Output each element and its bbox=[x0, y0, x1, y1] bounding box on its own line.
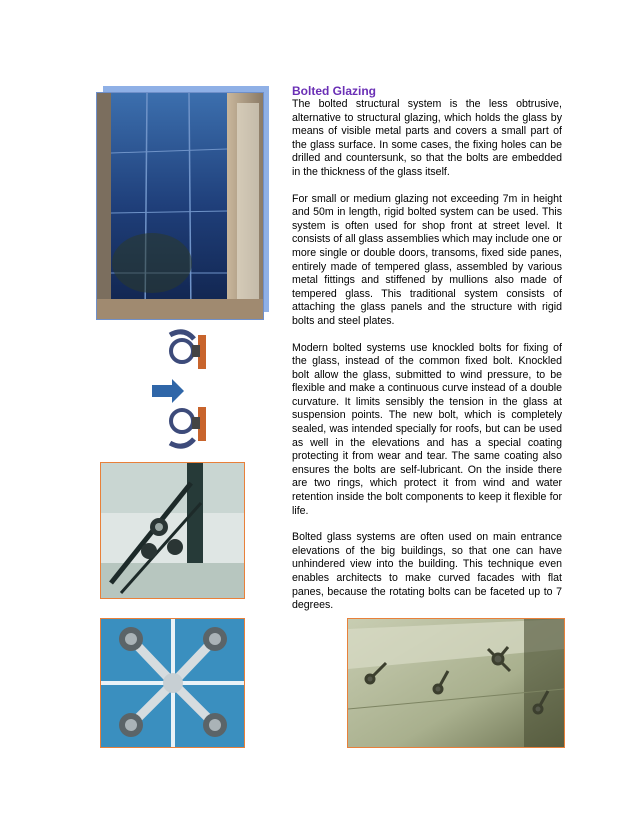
article-text-column bbox=[292, 84, 562, 626]
paragraph-rigid-system: For small or medium glazing not exceeding 7m in height and 50m in length, rigid bolted system can be used. This system is often used for shop front at street level. It consists of all glass assemblies which may include one or more single or double doors, transoms, fixed side panes, entirely made of tempered glass, assembled by various metal fittings and stiffened by mullions also made of tempered glass. This traditional system consists of attaching the glass panels and the structure with rigid bolts and steel plates. bbox=[292, 192, 562, 327]
four-arm-spider-photo bbox=[100, 618, 245, 748]
paragraph-knuckle-bolts: Modern bolted systems use knockled bolts for fixing of the glass, instead of the common fixed bolt. Knockled bolt allow the glass, submitted to wind pressure, to be flexible and make a continuous curve instead of a double curvature. It limits sensibly the tension in the glass at suspension points. The new bolt, which is completely sealed, was intended specially for roofs, but can be used as well in the elevations and has a special coating protecting it from wear and tear. The same coating also ensures the bolts are self-lubricant. On the inside there are two rings, which protect it from wind and water retention inside the bolt components to keep it flexible for life. bbox=[292, 341, 562, 517]
paragraph-intro: The bolted structural system is the less obtrusive, alternative to structural glazing, which holds the glass by means of visible metal parts and covers a small part of the glass surface. In some cases, the fixing holes can be drilled and countersunk, so that the bolts are embedded in the thickness of the glass itself. bbox=[292, 98, 562, 178]
paragraph-applications: Bolted glass systems are often used on main entrance elevations of the big buildings, so that one can have unhindered view into the building. This technique even enables architects to make curved facades with flat panes, because the rotating bolts can be faceted up to 7 degrees. bbox=[292, 531, 562, 612]
article-title: Bolted Glazing bbox=[292, 84, 376, 98]
spider-fitting-photo bbox=[100, 462, 245, 599]
glass-facade-photo bbox=[96, 92, 264, 320]
knuckle-bolt-diagram bbox=[150, 325, 212, 455]
interior-bolted-glass-photo bbox=[347, 618, 565, 748]
